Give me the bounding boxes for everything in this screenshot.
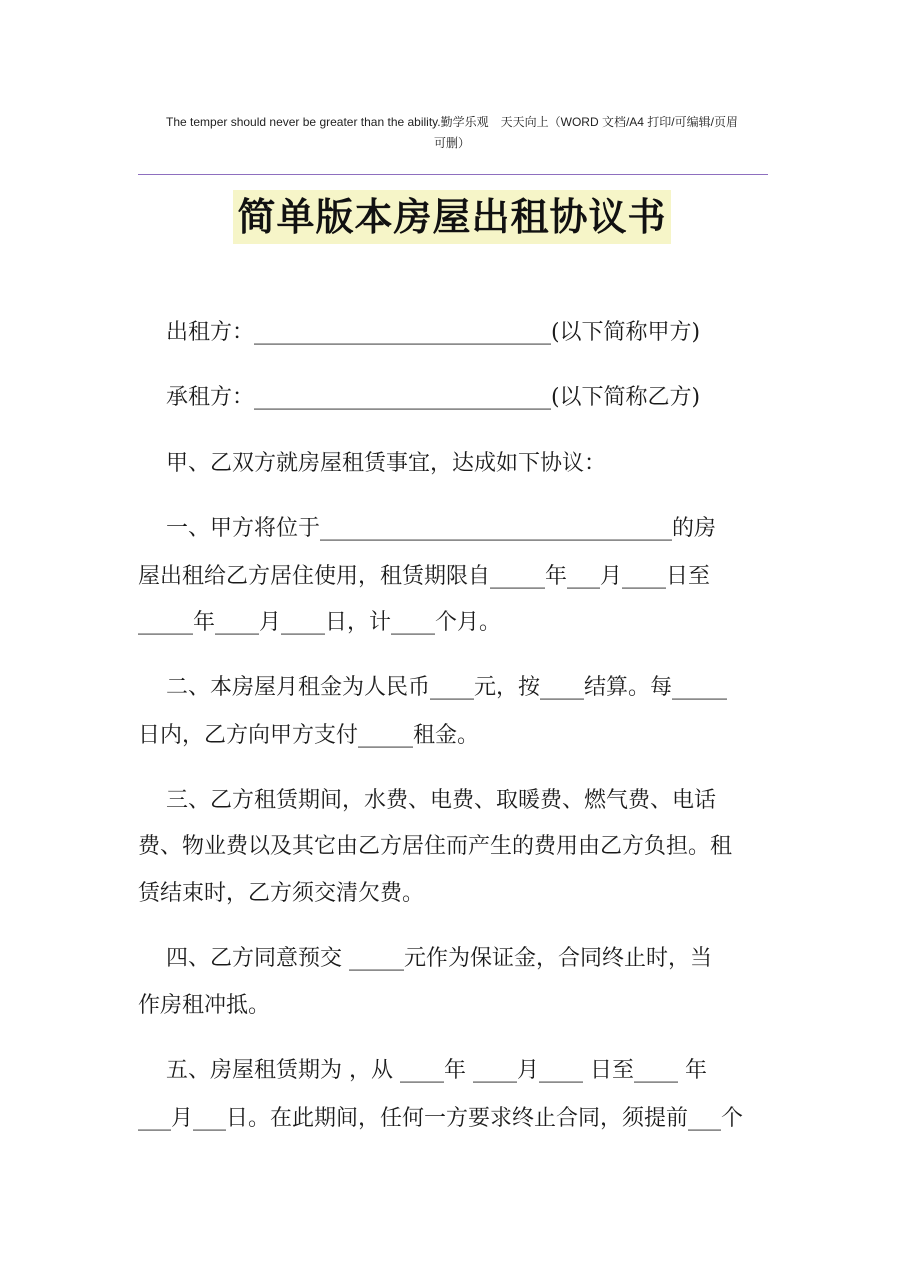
lessee-line: 承租方：___________________________(以下简称乙方) (138, 385, 701, 410)
clause-2-line-2: 日内，乙方向甲方支付_____租金。 (138, 723, 480, 748)
clause-1-line-1: 一、甲方将位于________________________________的房 (138, 516, 716, 541)
title-container (0, 190, 904, 244)
page-header (130, 112, 774, 154)
clause-3-line-2: 费、物业费以及其它由乙方居住而产生的费用由乙方负担。租 (138, 834, 733, 859)
clause-1-line-3: _____年____月____日，计____个月。 (138, 610, 502, 635)
header-line-1: The temper should never be greater than the ability.勤学乐观 天天向上（WORD 文档/A4 打印/可编辑/页眉 (166, 115, 738, 129)
clause-4-line-1: 四、乙方同意预交 _____元作为保证金，合同终止时，当 (138, 946, 712, 971)
agreement-intro: 甲、乙双方就房屋租赁事宜，达成如下协议： (138, 451, 606, 476)
clause-1-line-2: 屋出租给乙方居住使用，租赁期限自_____年___月____日至 (138, 564, 711, 589)
clause-5-line-2: ___月___日。在此期间，任何一方要求终止合同，须提前___个 (138, 1106, 744, 1131)
document-title: 简单版本房屋出租协议书 (233, 190, 670, 244)
clause-3-line-3: 赁结束时，乙方须交清欠费。 (138, 881, 425, 906)
clause-2-line-1: 二、本房屋月租金为人民币____元，按____结算。每_____ (138, 675, 727, 700)
header-divider (138, 174, 768, 175)
clause-3-line-1: 三、乙方租赁期间，水费、电费、取暖费、燃气费、电话 (138, 788, 716, 813)
header-line-2: 可删） (433, 136, 470, 150)
clause-4-line-2: 作房租冲抵。 (138, 993, 271, 1018)
lessor-line: 出租方：___________________________(以下简称甲方) (138, 320, 701, 345)
clause-5-line-1: 五、房屋租赁期为 ，从 ____年 ____月____ 日至____ 年 (138, 1058, 707, 1083)
